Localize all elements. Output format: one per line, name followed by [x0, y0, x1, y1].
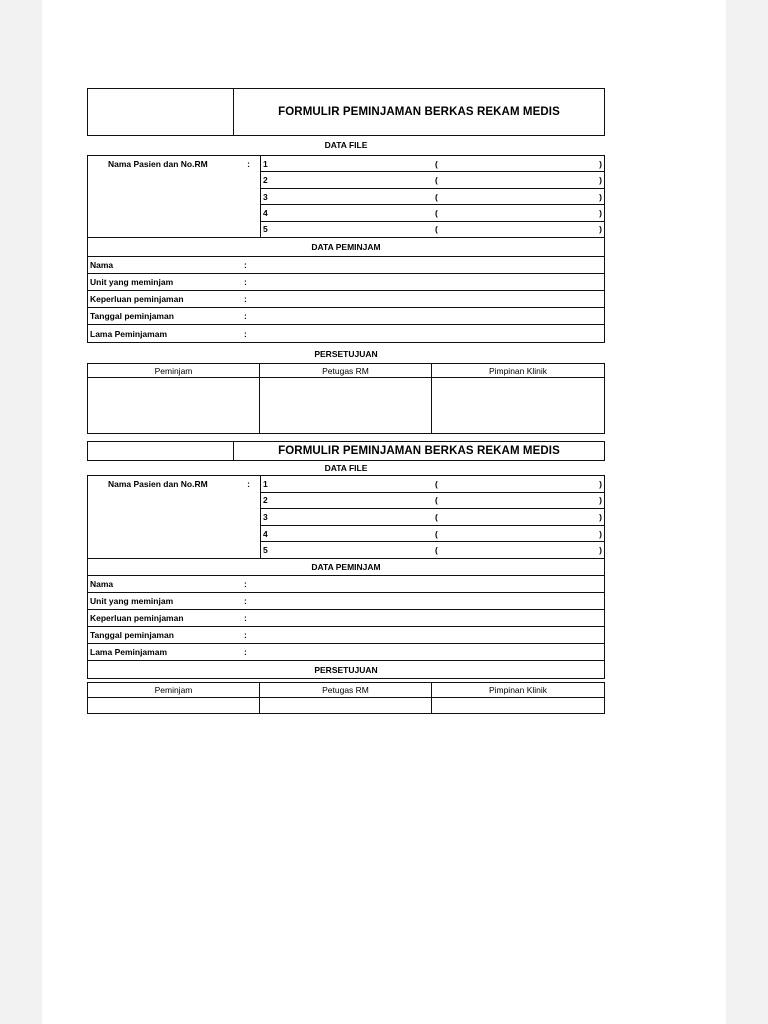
- rm-open-paren: (: [435, 191, 438, 202]
- data-file-box: [87, 475, 605, 559]
- field-keperluan[interactable]: [88, 291, 604, 308]
- field-label: Keperluan peminjaman: [90, 294, 184, 304]
- file-row-number: 1: [263, 158, 268, 169]
- field-tanggal[interactable]: [88, 308, 604, 325]
- file-row[interactable]: [261, 205, 604, 221]
- file-row-number: 5: [263, 224, 268, 235]
- field-colon: :: [244, 260, 247, 270]
- form-title-box: [87, 441, 605, 461]
- field-colon: :: [244, 647, 247, 657]
- patient-label: Nama Pasien dan No.RM: [108, 479, 208, 489]
- field-label: Unit yang meminjam: [90, 596, 174, 606]
- field-label: Tanggal peminjaman: [90, 311, 174, 321]
- signature-body: [88, 378, 604, 433]
- file-row[interactable]: [261, 526, 604, 543]
- patient-colon: :: [247, 479, 250, 489]
- sig-petugas-label: Petugas RM: [260, 683, 432, 697]
- field-lama[interactable]: [88, 325, 604, 342]
- field-colon: :: [244, 596, 247, 606]
- file-row[interactable]: [261, 222, 604, 237]
- file-row[interactable]: [261, 156, 604, 172]
- data-peminjam-label: DATA PEMINJAM: [311, 242, 381, 252]
- rm-open-paren: (: [435, 175, 438, 186]
- form-title: FORMULIR PEMINJAMAN BERKAS REKAM MEDIS: [278, 445, 560, 457]
- field-colon: :: [244, 311, 247, 321]
- sig-petugas-cell[interactable]: [260, 378, 432, 433]
- data-file-box: [87, 155, 605, 238]
- data-file-label: DATA FILE: [324, 463, 368, 473]
- data-peminjam-header: [88, 559, 604, 576]
- sig-pimpinan-label: Pimpinan Klinik: [488, 365, 548, 376]
- field-lama[interactable]: [88, 644, 604, 661]
- patient-label-cell: [88, 476, 261, 558]
- rm-open-paren: (: [435, 495, 438, 506]
- file-row-number: 4: [263, 207, 268, 218]
- persetujuan-label: PERSETUJUAN: [314, 664, 378, 675]
- field-nama[interactable]: [88, 257, 604, 274]
- field-label: Lama Peminjamam: [90, 647, 168, 657]
- persetujuan-label: PERSETUJUAN: [314, 349, 378, 359]
- data-peminjam-label: DATA PEMINJAM: [311, 562, 381, 572]
- borrow-form-2: [87, 441, 605, 714]
- patient-colon: :: [247, 159, 250, 169]
- file-row-number: 4: [263, 528, 268, 539]
- borrow-form-1: [87, 88, 605, 434]
- patient-label: Nama Pasien dan No.RM: [108, 159, 208, 169]
- signature-header: [88, 683, 604, 698]
- file-row-number: 3: [263, 511, 268, 522]
- title-blank-cell: [88, 442, 234, 460]
- data-file-label: DATA FILE: [324, 140, 368, 150]
- file-row-number: 2: [263, 495, 268, 506]
- data-peminjam-box: [87, 238, 605, 343]
- signature-table: [87, 682, 605, 714]
- field-colon: :: [244, 328, 247, 339]
- sig-peminjam-cell[interactable]: [88, 698, 260, 713]
- field-colon: :: [244, 630, 247, 640]
- file-row[interactable]: [261, 189, 604, 205]
- sig-pimpinan-cell[interactable]: [432, 378, 604, 433]
- rm-close-paren: ): [599, 175, 602, 186]
- form-title-box: [87, 88, 605, 136]
- rm-close-paren: ): [599, 207, 602, 218]
- field-label: Lama Peminjamam: [90, 328, 168, 339]
- rm-open-paren: (: [435, 207, 438, 218]
- file-row-number: 1: [263, 478, 268, 489]
- field-nama[interactable]: [88, 576, 604, 593]
- field-label: Nama: [90, 260, 114, 270]
- sig-pimpinan-label: Pimpinan Klinik: [488, 685, 548, 695]
- file-row[interactable]: [261, 476, 604, 493]
- title-blank-cell: [88, 89, 234, 135]
- field-colon: :: [244, 277, 247, 287]
- form-title: FORMULIR PEMINJAMAN BERKAS REKAM MEDIS: [278, 106, 560, 118]
- sig-peminjam-cell[interactable]: [88, 378, 260, 433]
- sig-petugas-cell[interactable]: [260, 698, 432, 713]
- persetujuan-header: [88, 661, 604, 678]
- field-label: Nama: [90, 579, 114, 589]
- field-unit[interactable]: [88, 593, 604, 610]
- file-row[interactable]: [261, 509, 604, 526]
- sig-pimpinan-cell[interactable]: [432, 698, 604, 713]
- rm-close-paren: ): [599, 478, 602, 489]
- signature-header: [88, 364, 604, 378]
- rm-open-paren: (: [435, 528, 438, 539]
- sig-peminjam-label: Peminjam: [88, 683, 260, 697]
- file-row[interactable]: [261, 493, 604, 510]
- file-row-number: 3: [263, 191, 268, 202]
- rm-close-paren: ): [599, 545, 602, 556]
- field-label: Unit yang meminjam: [90, 277, 174, 287]
- sig-peminjam-label: Peminjam: [88, 364, 260, 377]
- file-rows: [261, 476, 604, 558]
- field-colon: :: [244, 613, 247, 623]
- field-tanggal[interactable]: [88, 627, 604, 644]
- file-rows: [261, 156, 604, 237]
- signature-table: [87, 363, 605, 434]
- field-label: Keperluan peminjaman: [90, 613, 184, 623]
- field-label: Tanggal peminjaman: [90, 630, 174, 640]
- file-row[interactable]: [261, 542, 604, 558]
- rm-open-paren: (: [435, 224, 438, 235]
- rm-close-paren: ): [599, 191, 602, 202]
- field-colon: :: [244, 579, 247, 589]
- field-colon: :: [244, 294, 247, 304]
- rm-open-paren: (: [435, 511, 438, 522]
- rm-open-paren: (: [435, 478, 438, 489]
- field-unit[interactable]: [88, 274, 604, 291]
- rm-open-paren: (: [435, 545, 438, 556]
- data-peminjam-box: [87, 559, 605, 679]
- file-row-number: 2: [263, 175, 268, 186]
- file-row-number: 5: [263, 545, 268, 556]
- field-keperluan[interactable]: [88, 610, 604, 627]
- rm-close-paren: ): [599, 511, 602, 522]
- rm-open-paren: (: [435, 158, 438, 169]
- rm-close-paren: ): [599, 224, 602, 235]
- rm-close-paren: ): [599, 495, 602, 506]
- file-row[interactable]: [261, 172, 604, 188]
- rm-close-paren: ): [599, 158, 602, 169]
- signature-body: [88, 698, 604, 713]
- rm-close-paren: ): [599, 528, 602, 539]
- patient-label-cell: [88, 156, 261, 237]
- data-peminjam-header: [88, 238, 604, 257]
- sig-petugas-label: Petugas RM: [260, 364, 432, 377]
